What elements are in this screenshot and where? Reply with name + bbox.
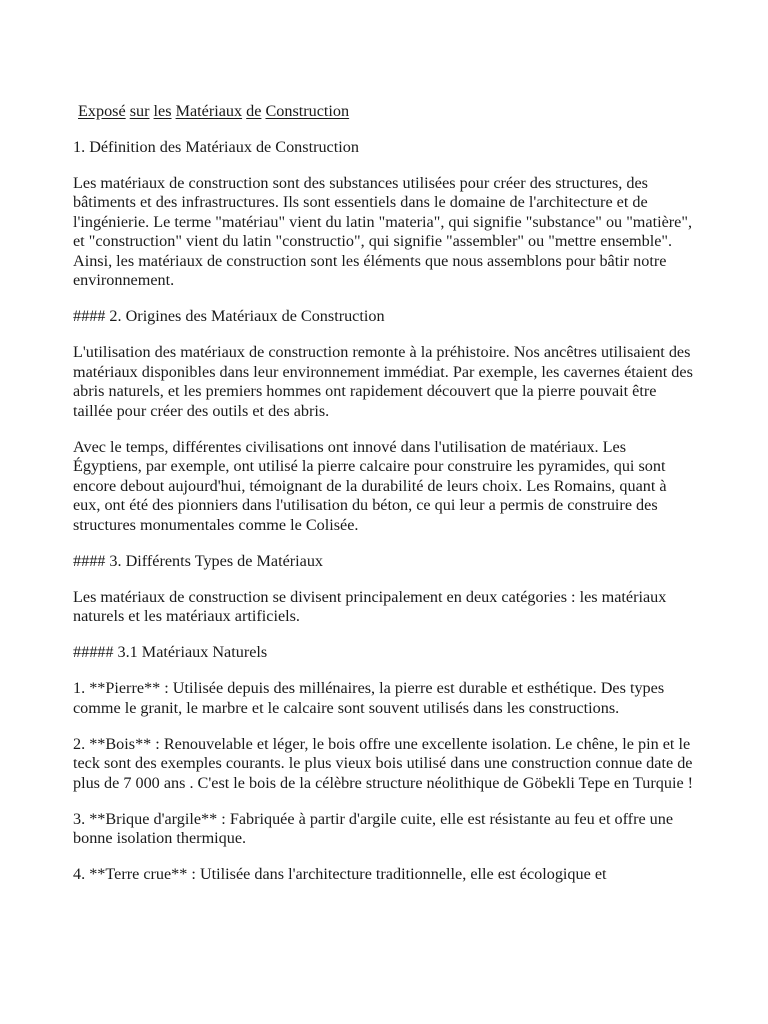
list-item: 3. **Brique d'argile** : Fabriquée à partir d'argile cuite, elle est résistante au feu et offre une bonne isolation thermique. [73, 809, 674, 847]
section-heading: 1. Définition des Matériaux de Construction [73, 137, 359, 156]
document-page [73, 102, 698, 901]
list-item: 4. **Terre crue** : Utilisée dans l'architecture traditionnelle, elle est écologique et [73, 865, 607, 883]
section-heading: #### 3. Différents Types de Matériaux [73, 551, 324, 570]
list-item: 2. **Bois** : Renouvelable et léger, le bois offre une excellente isolation. Le chêne, le pin et le teck sont des exemples courants. le plus vieux bois utilisé dans une construction connue date de plus de 7 000 ans . C'est le bois de la célèbre structure néolithique de Göbekli Tepe en Turquie ! [73, 734, 694, 792]
title-word: Construction [265, 102, 350, 120]
body-paragraph: Les matériaux de construction se divisent principalement en deux catégories : les matériaux naturels et les matériaux artificiels. [73, 587, 667, 625]
list-item: 1. **Pierre** : Utilisée depuis des millénaires, la pierre est durable et esthétique. Des types comme le granit, le marbre et le calcaire sont souvent utilisés dans les constructions. [73, 679, 665, 717]
body-paragraph: Avec le temps, différentes civilisations ont innové dans l'utilisation de matériaux. Les Égyptiens, par exemple, ont utilisé la pierre calcaire pour construire les pyramides, qui sont encore debout aujourd'hui, témoignant de la durabilité de leurs choix. Les Romains, quant à eux, ont été des pionniers dans l'utilisation du béton, ce qui leur a permis de construire des structures monumentales comme le Colisée. [73, 437, 667, 534]
title-word: les [153, 102, 172, 120]
body-paragraph: L'utilisation des matériaux de construction remonte à la préhistoire. Nos ancêtres utilisaient des matériaux disponibles dans leur environnement immédiat. Par exemple, les cavernes étaient des abris naturels, et les premiers hommes ont rapidement découvert que la pierre pouvait être taillée pour créer des outils et des abris. [73, 343, 693, 420]
title-word: Exposé [78, 102, 126, 120]
document-title [78, 102, 698, 122]
title-word: Matériaux [175, 102, 243, 120]
title-word: sur [129, 102, 150, 120]
section-heading: #### 2. Origines des Matériaux de Construction [73, 307, 385, 325]
body-paragraph: Les matériaux de construction sont des substances utilisées pour créer des structures, des bâtiments et des infrastructures. Ils sont essentiels dans le domaine de l'architecture et de l'ingénierie. Le terme "matériau" vient du latin "materia", qui signifie "substance" ou "matière", et "construction" vient du latin "constructio", qui signifie "assembler" ou "mettre ensemble". Ainsi, les matériaux de construction sont les éléments que nous assemblons pour bâtir notre environnement. [73, 173, 692, 289]
subsection-heading: ##### 3.1 Matériaux Naturels [73, 643, 268, 661]
title-word: de [246, 102, 262, 120]
